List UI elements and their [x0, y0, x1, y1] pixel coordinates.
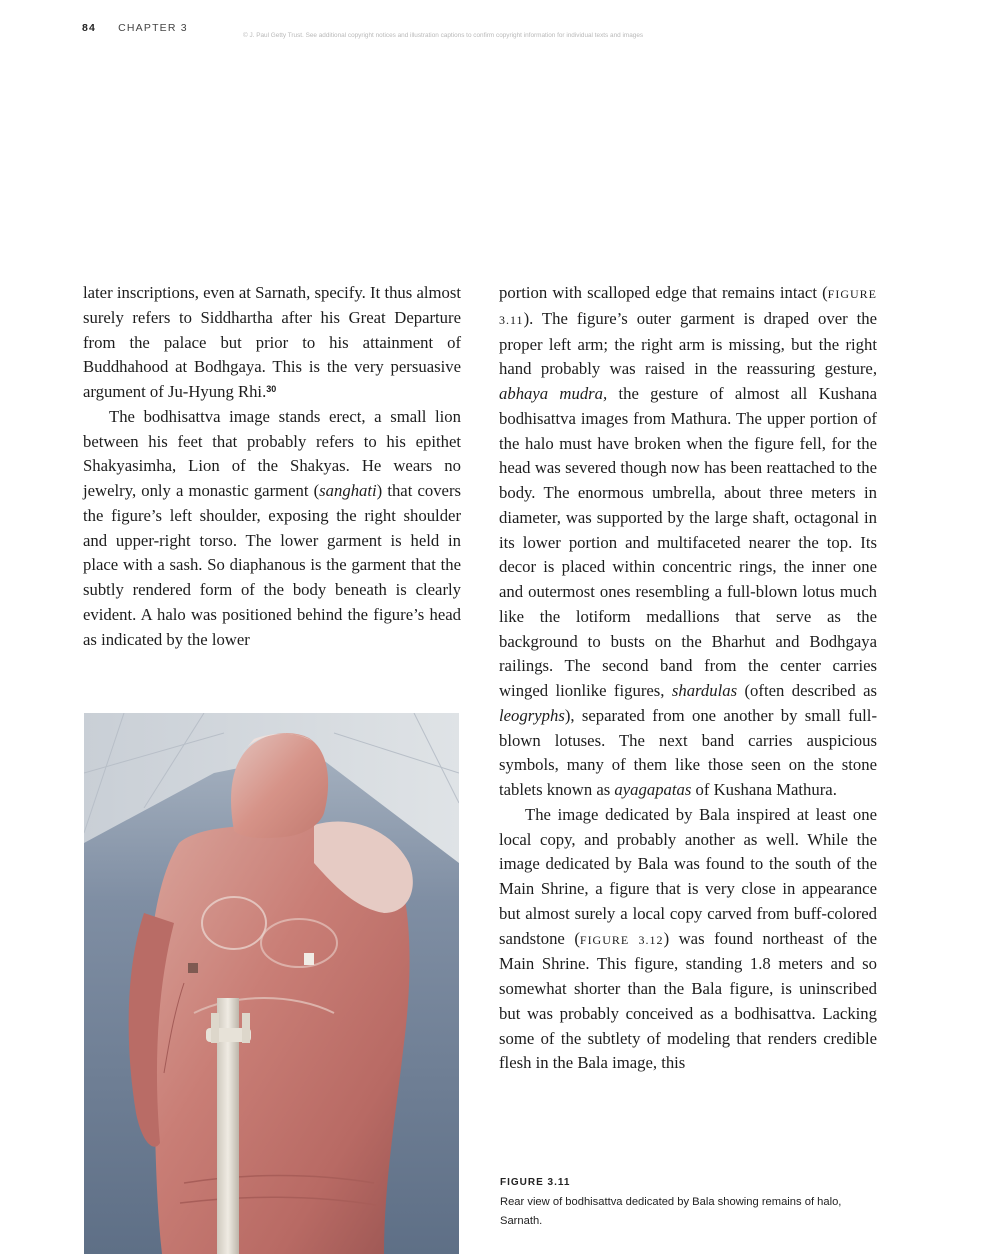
paragraph — [83, 281, 461, 405]
paragraph-text: ) was found northeast of the Main Shrine. This figure, standing 1.8 meters and so somewhat shorter than the Bala figure, is uninscribed but was probably conceived as a bodhisattva. Lacking some of the subtlety of modeling that renders credible flesh in the Bala image, this — [499, 928, 877, 1073]
paragraph-text: ). The figure’s outer garment is draped over the proper left arm; the right arm is missing, but the right hand probably was raised in the reassuring gesture, — [499, 308, 877, 379]
italic-term: sanghati — [319, 481, 377, 500]
italic-term: abhaya mudra, — [499, 384, 608, 403]
paragraph — [499, 803, 877, 1076]
left-text-column — [83, 281, 461, 652]
paragraph-text: The image dedicated by Bala inspired at least one local copy, and probably another as well. While the image dedicated by Bala was found to the south of the Main Shrine, a figure that is very close in appearance but almost surely a local copy carved from buff-colored sandstone ( — [499, 804, 877, 948]
figure-label: FIGURE 3.11 — [500, 1177, 571, 1188]
italic-term: ayagapatas — [614, 780, 692, 799]
copyright-notice: © J. Paul Getty Trust. See additional copyright notices and illustration captions to confirm copyright information for individual texts and images — [243, 32, 644, 39]
sculpture-photo-illustration — [84, 713, 459, 1254]
paragraph-text: later inscriptions, even at Sarnath, specify. It thus almost surely refers to Siddhartha after his Great Departure from the palace but prior to his attainment of Buddhahood at Bodhgaya. This is the very persuasive argument of Ju-Hyung Rhi. — [83, 283, 461, 401]
paragraph-text: ), separated from one another by small full-blown lotuses. The next band carries auspicious symbols, many of them like those seen on the stone tablets known as — [499, 705, 877, 799]
figure-reference: FIGURE 3.11 — [499, 287, 877, 327]
paragraph — [83, 405, 461, 653]
running-head — [82, 22, 188, 34]
page-number: 84 — [82, 22, 97, 34]
figure-reference: FIGURE 3.12 — [579, 932, 664, 947]
paragraph-text: portion with scalloped edge that remains intact ( — [499, 283, 828, 302]
paragraph-text: the gesture of almost all Kushana bodhisattva images from Mathura. The upper portion of the halo must have broken when the figure fell, for the head was severed though now has been reattached to the body. The enormous umbrella, about three meters in diameter, was supported by the large shaft, octagonal in its lower portion and multifaceted nearer the top. Its decor is placed within concentric rings, the inner one and outermost ones resembling a full-blown lotus much like the lotiform medallions that serve as the background to busts on the Bharhut and Bodhgaya railings. The second band from the center carries winged lionlike figures, — [499, 384, 877, 700]
paragraph-text: of Kushana Mathura. — [691, 780, 837, 799]
italic-term: leogryphs — [499, 705, 565, 725]
figure-caption — [500, 1173, 880, 1232]
paragraph — [499, 281, 877, 803]
right-text-column — [499, 281, 877, 1076]
paragraph-text: ) that covers the figure’s left shoulder, exposing the right shoulder and upper-right torso. The lower garment is held in place with a sash. So diaphanous is the garment that the subtly rendered form of the body beneath is clearly evident. A halo was positioned behind the figure’s head as indicated by the lower — [83, 481, 461, 649]
chapter-label: CHAPTER 3 — [118, 22, 188, 34]
paragraph-text: The bodhisattva image stands erect, a small lion between his feet that probably refers to his epithet Shakyasimha, Lion of the Shakyas. He wears no jewelry, only a monastic garment ( — [83, 406, 461, 500]
endnote-reference: 30 — [266, 384, 277, 394]
caption-text: Rear view of bodhisattva dedicated by Bala showing remains of halo, Sarnath. — [500, 1195, 842, 1227]
figure-3-11-photo — [84, 713, 459, 1254]
italic-term: shardulas — [671, 681, 738, 700]
paragraph-text: (often described as — [737, 681, 877, 700]
